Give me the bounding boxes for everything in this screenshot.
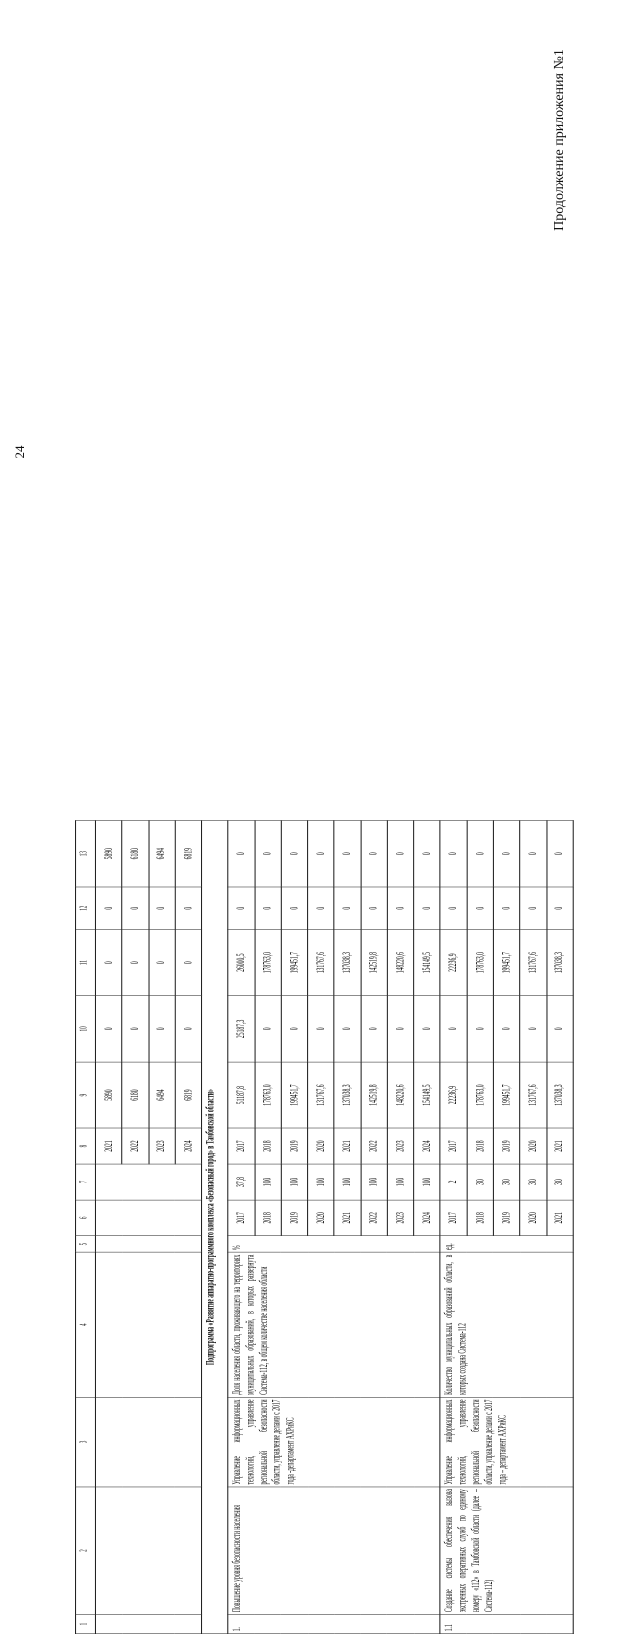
federal-cell: 0 xyxy=(95,996,122,1062)
federal-cell: 0 xyxy=(361,996,388,1062)
row-number: 1. xyxy=(228,1614,440,1633)
year-cell: 2021 xyxy=(334,1128,361,1164)
total-cell: 6180 xyxy=(122,1062,149,1128)
total-cell: 178763,0 xyxy=(467,1062,494,1128)
col-number: 10 xyxy=(76,996,96,1062)
regional-cell: 0 xyxy=(175,930,202,996)
indicator-value: 2 xyxy=(440,1164,467,1200)
col-number: 12 xyxy=(76,887,96,930)
indicator-value: 100 xyxy=(334,1164,361,1200)
federal-cell: 0 xyxy=(387,996,414,1062)
indicator-value: 30 xyxy=(546,1164,573,1200)
year-cell: 2023 xyxy=(149,1128,176,1164)
regional-cell: 178763,0 xyxy=(467,930,494,996)
col-number: 4 xyxy=(76,1252,96,1397)
extra-cell: 0 xyxy=(255,821,282,887)
year-cell: 2017 xyxy=(440,1200,467,1236)
year-cell: 2018 xyxy=(467,1128,494,1164)
total-cell: 148220,6 xyxy=(387,1062,414,1128)
local-cell: 0 xyxy=(228,887,255,930)
federal-cell: 0 xyxy=(414,996,441,1062)
total-cell: 137038,3 xyxy=(334,1062,361,1128)
total-cell: 6819 xyxy=(175,1062,202,1128)
local-cell: 0 xyxy=(414,887,441,930)
col-number: 5 xyxy=(76,1236,96,1253)
extra-cell: 0 xyxy=(228,821,255,887)
local-cell: 0 xyxy=(175,887,202,930)
total-cell: 199451,7 xyxy=(493,1062,520,1128)
regional-cell: 131767,6 xyxy=(520,930,547,996)
regional-cell: 178763,0 xyxy=(255,930,282,996)
measure-name: Повышение уровня безопасности населения xyxy=(228,1487,440,1615)
year-cell: 2024 xyxy=(414,1200,441,1236)
year-cell: 2020 xyxy=(308,1200,335,1236)
extra-cell: 0 xyxy=(493,821,520,887)
col-number: 13 xyxy=(76,821,96,887)
col-number: 2 xyxy=(76,1487,96,1615)
year-cell: 2020 xyxy=(308,1128,335,1164)
table-row xyxy=(440,821,467,1634)
empty-cell xyxy=(95,1164,201,1200)
local-cell: 0 xyxy=(334,887,361,930)
year-cell: 2024 xyxy=(414,1128,441,1164)
indicator-name: Доля населения области, проживающего на территориях муниципальных образований, в которых развернута Система-112, в общем количестве населения области xyxy=(228,1252,440,1397)
page-number: 24 xyxy=(12,445,27,459)
total-cell: 154149,5 xyxy=(414,1062,441,1128)
local-cell: 0 xyxy=(546,887,573,930)
indicator-value: 37,8 xyxy=(228,1164,255,1200)
total-cell: 51187,8 xyxy=(228,1062,255,1128)
extra-cell: 6819 xyxy=(175,821,202,887)
year-cell: 2020 xyxy=(520,1128,547,1164)
regional-cell: 154149,5 xyxy=(414,930,441,996)
executor: Управление информационных технологий, управление региональной безопасности области, управление делами с 2017 года – департамент АХРиКС xyxy=(440,1397,573,1487)
year-cell: 2022 xyxy=(122,1128,149,1164)
indicator-value: 30 xyxy=(467,1164,494,1200)
extra-cell: 6180 xyxy=(122,821,149,887)
regional-cell: 0 xyxy=(122,930,149,996)
total-cell: 178763,0 xyxy=(255,1062,282,1128)
extra-cell: 0 xyxy=(387,821,414,887)
federal-cell: 25187,3 xyxy=(228,996,255,1062)
table-body xyxy=(76,821,574,1634)
extra-cell: 0 xyxy=(308,821,335,887)
federal-cell: 0 xyxy=(255,996,282,1062)
empty-cell xyxy=(95,1236,201,1253)
table-row xyxy=(228,821,255,1634)
rotated-table-wrapper xyxy=(75,820,574,1634)
regional-cell: 142519,8 xyxy=(361,930,388,996)
total-cell: 137038,3 xyxy=(546,1062,573,1128)
col-number: 9 xyxy=(76,1062,96,1128)
col-number: 3 xyxy=(76,1397,96,1487)
year-cell: 2017 xyxy=(440,1128,467,1164)
year-cell: 2023 xyxy=(387,1200,414,1236)
year-cell: 2021 xyxy=(546,1200,573,1236)
total-cell: 199451,7 xyxy=(281,1062,308,1128)
regional-cell: 199451,7 xyxy=(281,930,308,996)
table-row xyxy=(95,821,122,1634)
col-number: 7 xyxy=(76,1164,96,1200)
year-cell: 2017 xyxy=(228,1128,255,1164)
indicator-value: 100 xyxy=(255,1164,282,1200)
indicator-value: 30 xyxy=(520,1164,547,1200)
unit-cell: % xyxy=(228,1236,440,1253)
indicator-value: 100 xyxy=(308,1164,335,1200)
year-cell: 2023 xyxy=(387,1128,414,1164)
extra-cell: 5890 xyxy=(95,821,122,887)
total-cell: 6494 xyxy=(149,1062,176,1128)
federal-cell: 0 xyxy=(281,996,308,1062)
local-cell: 0 xyxy=(308,887,335,930)
federal-cell: 0 xyxy=(175,996,202,1062)
extra-cell: 0 xyxy=(467,821,494,887)
year-cell: 2022 xyxy=(361,1128,388,1164)
local-cell: 0 xyxy=(440,887,467,930)
regional-cell: 0 xyxy=(149,930,176,996)
local-cell: 0 xyxy=(95,887,122,930)
federal-cell: 0 xyxy=(520,996,547,1062)
year-cell: 2021 xyxy=(95,1128,122,1164)
empty-cell xyxy=(95,1200,201,1236)
empty-cell xyxy=(95,1614,201,1633)
extra-cell: 0 xyxy=(281,821,308,887)
local-cell: 0 xyxy=(493,887,520,930)
local-cell: 0 xyxy=(255,887,282,930)
extra-cell: 0 xyxy=(546,821,573,887)
col-number: 11 xyxy=(76,930,96,996)
federal-cell: 0 xyxy=(440,996,467,1062)
indicator-value: 100 xyxy=(361,1164,388,1200)
col-number: 1 xyxy=(76,1614,96,1633)
extra-cell: 0 xyxy=(520,821,547,887)
column-number-row xyxy=(76,821,96,1634)
indicator-value: 30 xyxy=(493,1164,520,1200)
total-cell: 131767,6 xyxy=(520,1062,547,1128)
extra-cell: 6494 xyxy=(149,821,176,887)
federal-cell: 0 xyxy=(467,996,494,1062)
federal-cell: 0 xyxy=(493,996,520,1062)
extra-cell: 0 xyxy=(440,821,467,887)
indicator-value: 100 xyxy=(281,1164,308,1200)
empty-cell xyxy=(95,1252,201,1397)
year-cell: 2019 xyxy=(493,1128,520,1164)
indicator-name: Количество муниципальных образований области, в которых создана Система-112 xyxy=(440,1252,573,1397)
subprogram-row xyxy=(202,821,229,1634)
year-cell: 2024 xyxy=(175,1128,202,1164)
local-cell: 0 xyxy=(520,887,547,930)
federal-cell: 0 xyxy=(122,996,149,1062)
year-cell: 2021 xyxy=(334,1200,361,1236)
year-cell: 2018 xyxy=(467,1200,494,1236)
federal-cell: 0 xyxy=(334,996,361,1062)
measure-name: Создание системы обеспечения вызова экстренных оперативных служб по единому номеру «112» в Тамбовской области (далее – Система-112) xyxy=(440,1487,573,1615)
regional-cell: 131767,6 xyxy=(308,930,335,996)
year-cell: 2018 xyxy=(255,1128,282,1164)
total-cell: 22236,9 xyxy=(440,1062,467,1128)
regional-cell: 26000,5 xyxy=(228,930,255,996)
row-number: 1.1 xyxy=(440,1614,573,1633)
indicator-value: 100 xyxy=(387,1164,414,1200)
local-cell: 0 xyxy=(149,887,176,930)
executor: Управление информационных технологий, управление региональной безопасности области, управление делами с 2017 года -департамент АХРиКС xyxy=(228,1397,440,1487)
regional-cell: 137038,3 xyxy=(546,930,573,996)
federal-cell: 0 xyxy=(149,996,176,1062)
regional-cell: 0 xyxy=(95,930,122,996)
year-cell: 2018 xyxy=(255,1200,282,1236)
year-cell: 2022 xyxy=(361,1200,388,1236)
regional-cell: 137038,3 xyxy=(334,930,361,996)
total-cell: 5890 xyxy=(95,1062,122,1128)
local-cell: 0 xyxy=(122,887,149,930)
empty-cell xyxy=(95,1487,201,1615)
program-table xyxy=(75,820,574,1634)
total-cell: 142519,8 xyxy=(361,1062,388,1128)
year-cell: 2017 xyxy=(228,1200,255,1236)
year-cell: 2020 xyxy=(520,1200,547,1236)
year-cell: 2019 xyxy=(281,1200,308,1236)
regional-cell: 148220,6 xyxy=(387,930,414,996)
extra-cell: 0 xyxy=(334,821,361,887)
regional-cell: 22236,9 xyxy=(440,930,467,996)
local-cell: 0 xyxy=(361,887,388,930)
year-cell: 2021 xyxy=(546,1128,573,1164)
appendix-continuation-header: Продолжение приложения №1 xyxy=(552,49,567,231)
indicator-value: 100 xyxy=(414,1164,441,1200)
col-number: 8 xyxy=(76,1128,96,1164)
col-number: 6 xyxy=(76,1200,96,1236)
federal-cell: 0 xyxy=(546,996,573,1062)
local-cell: 0 xyxy=(281,887,308,930)
year-cell: 2019 xyxy=(493,1200,520,1236)
extra-cell: 0 xyxy=(361,821,388,887)
local-cell: 0 xyxy=(387,887,414,930)
federal-cell: 0 xyxy=(308,996,335,1062)
regional-cell: 199451,7 xyxy=(493,930,520,996)
local-cell: 0 xyxy=(467,887,494,930)
extra-cell: 0 xyxy=(414,821,441,887)
unit-cell: ед. xyxy=(440,1236,573,1253)
empty-cell xyxy=(95,1397,201,1487)
subprogram-title: Подпрограмма «Развитие аппаратно-программного комплекса «Безопасный город» в Тамбовской области» xyxy=(202,821,229,1634)
total-cell: 131767,6 xyxy=(308,1062,335,1128)
year-cell: 2019 xyxy=(281,1128,308,1164)
